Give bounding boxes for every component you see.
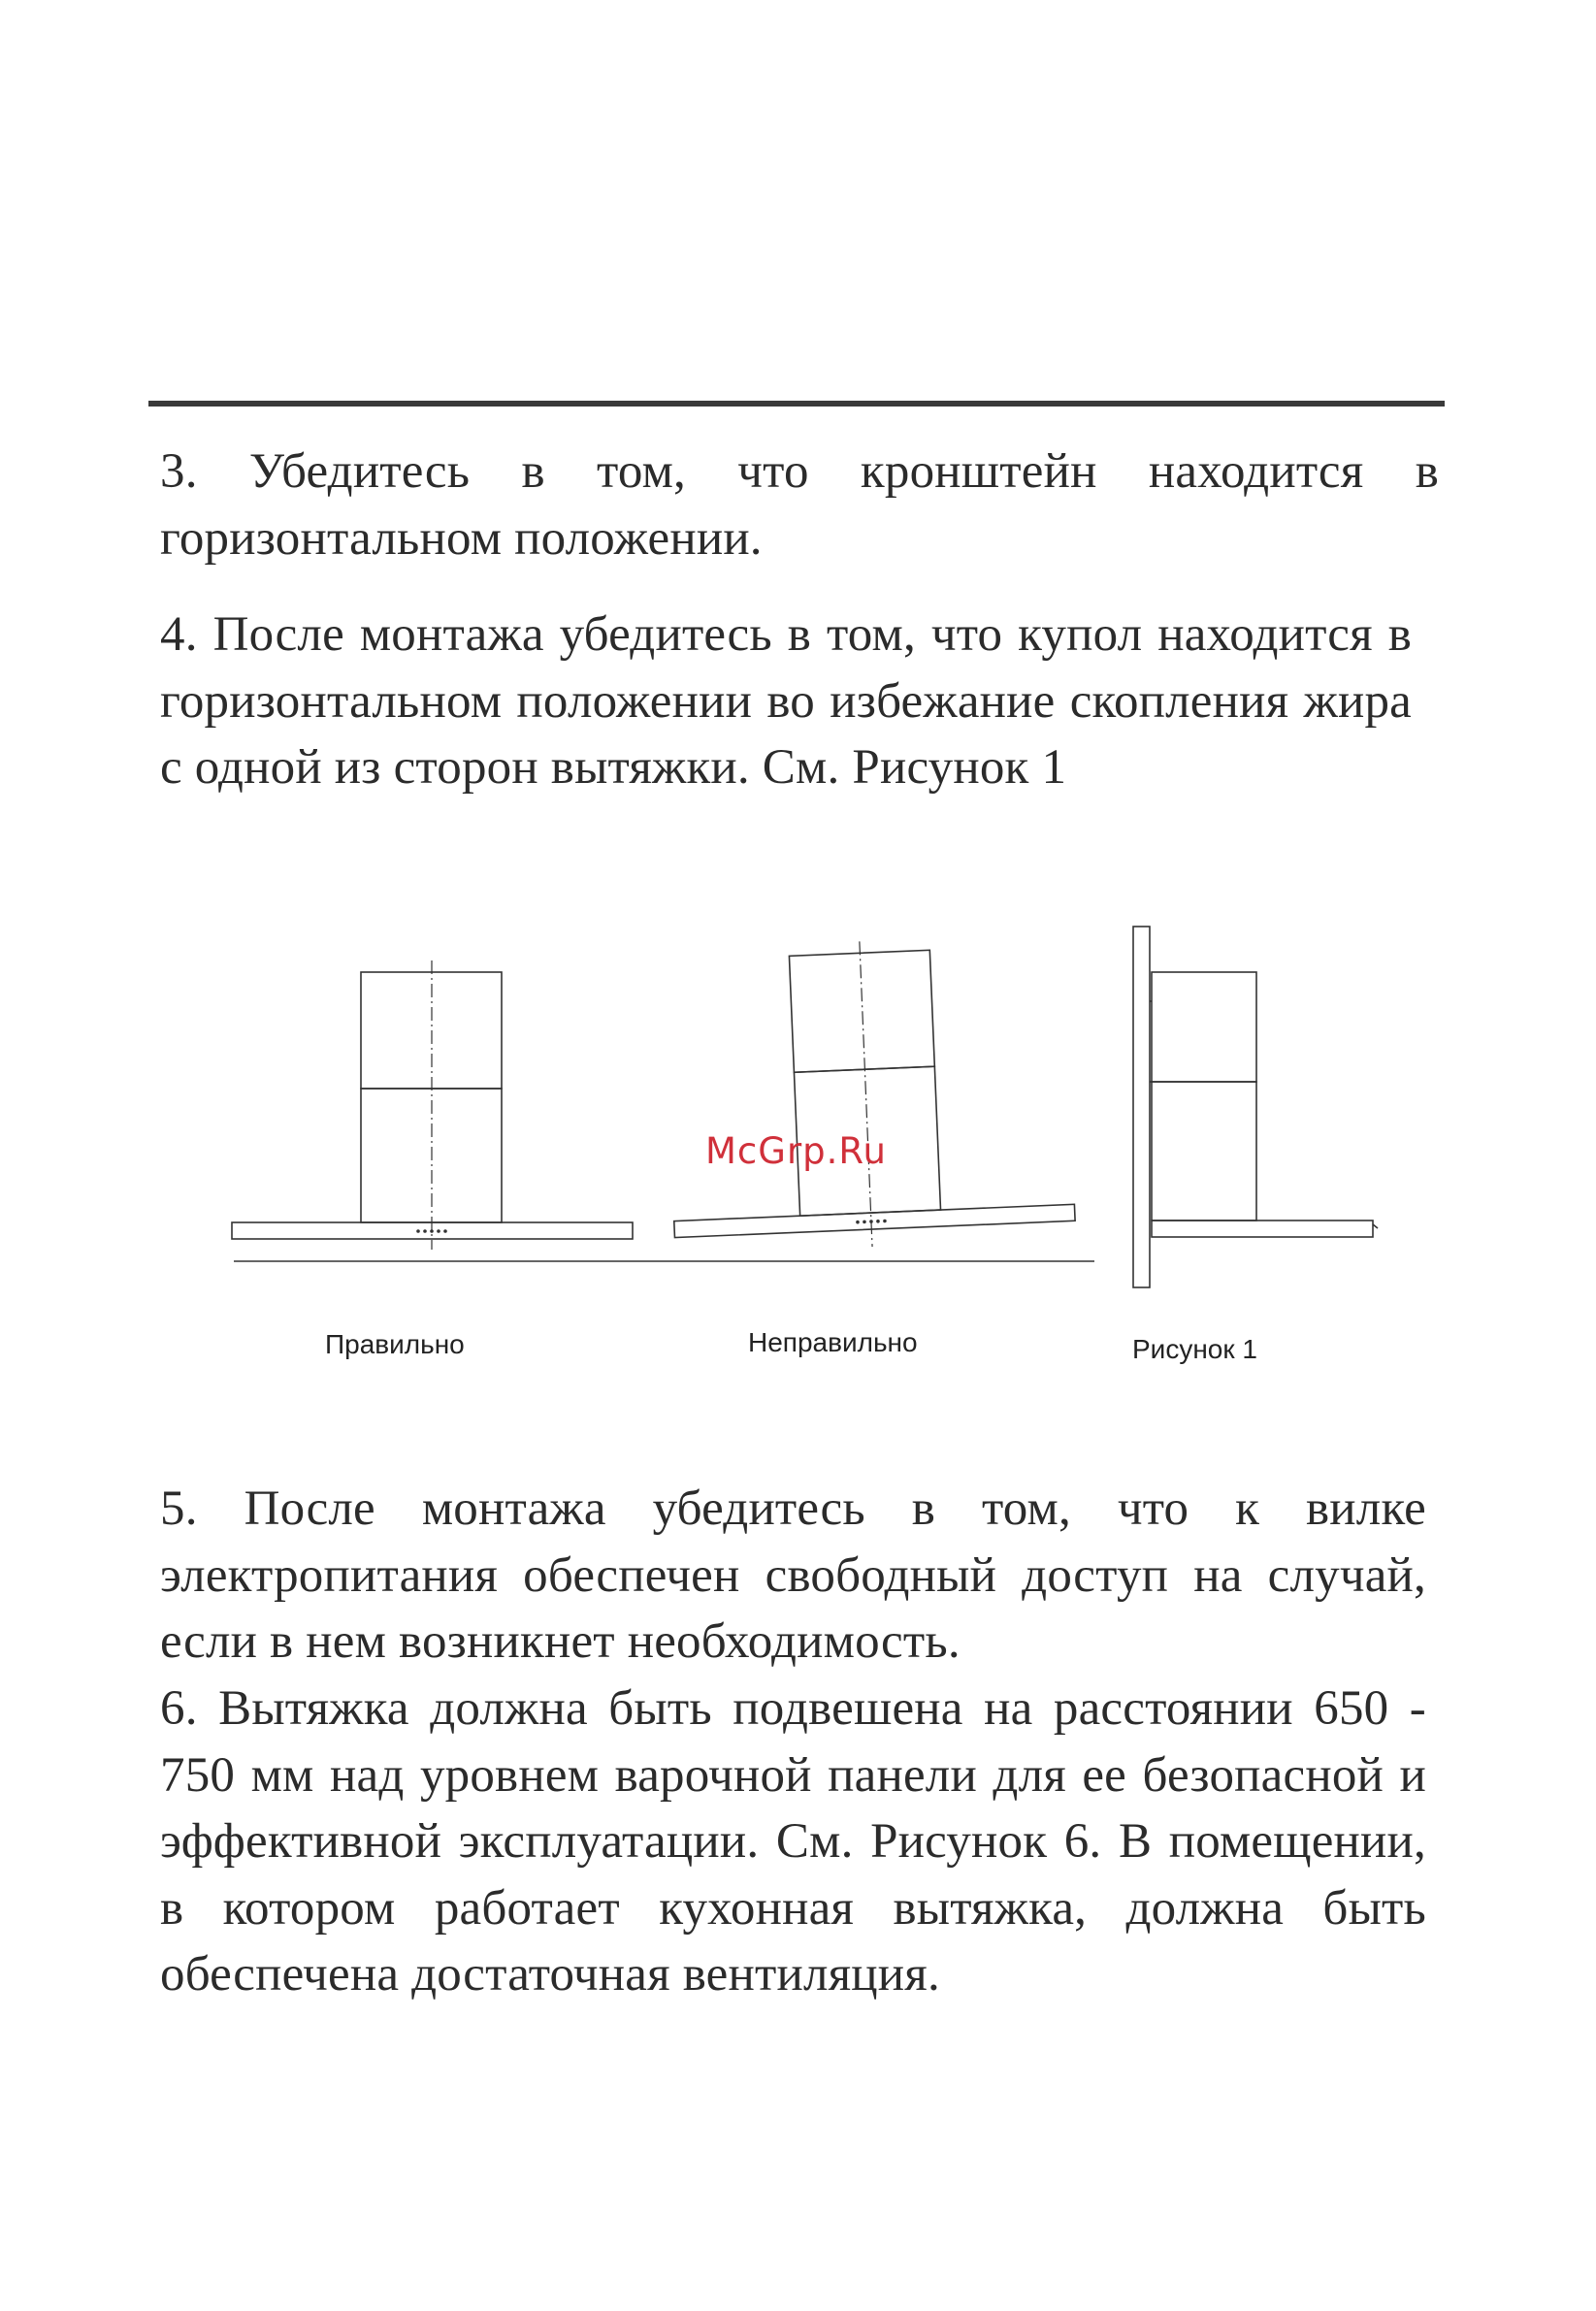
paragraph-step-5: 5. После монтажа убедитесь в том, что к вилке электропитания обеспечен свободный доступ на случай, если в нем возникнет необходимость.	[160, 1481, 1426, 1669]
header-rule	[148, 401, 1445, 407]
hood-side-view	[1133, 927, 1378, 1287]
caption-correct: Правильно	[325, 1329, 465, 1359]
caption-incorrect: Неправильно	[748, 1327, 918, 1357]
caption-figure-1: Рисунок 1	[1132, 1334, 1257, 1364]
hood-correct	[232, 960, 1094, 1261]
watermark: McGrp.Ru	[705, 1130, 887, 1172]
paragraph-step-3: 3. Убедитесь в том, что кронштейн находится в горизонтальном положении.	[160, 444, 1439, 566]
paragraph-step-4: 4. После монтажа убедитесь в том, что купол находится в горизонтальном положении во избежание скопления жира с одной из сторон вытяжки. См. Рисунок 1	[160, 607, 1412, 795]
paragraph-step-6: 6. Вытяжка должна быть подвешена на расстоянии 650 - 750 мм над уровнем варочной панели для ее безопасной и эффективной эксплуатации. См. Рисунок 6. В помещении, в котором работает кухонная вытяжка, должна быть обеспечена достаточная вентиляция.	[160, 1681, 1426, 2002]
hood-incorrect	[663, 933, 1076, 1255]
